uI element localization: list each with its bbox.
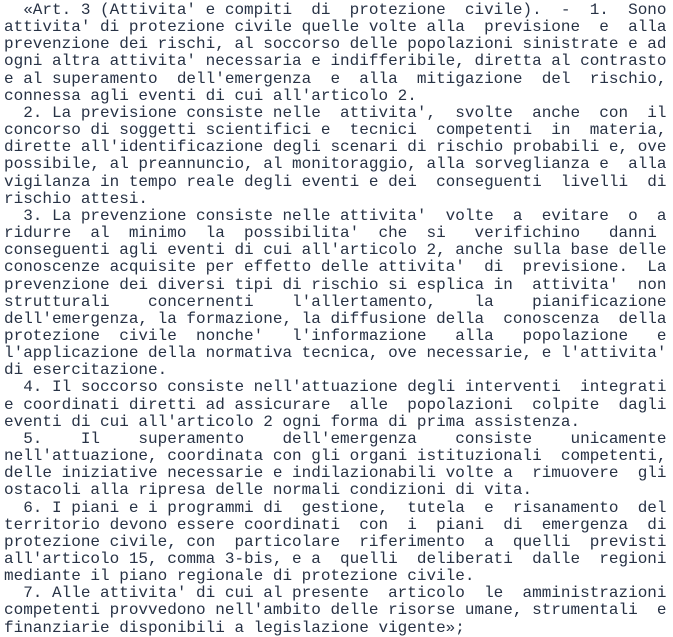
text-line: e al superamento dell'emergenza e alla mitigazione del rischio, [4, 69, 667, 88]
text-line: 5. Il superamento dell'emergenza consiste unicamente [4, 429, 667, 448]
text-line: protezione civile nonche' l'informazione alla popolazione e [4, 326, 667, 345]
text-line: eventi di cui all'articolo 2 ogni forma di prima assistenza. [4, 412, 581, 431]
text-line: ogni altra attivita' necessaria e indifferibile, diretta al contrasto [4, 52, 667, 71]
text-line: possibile, al preannuncio, al monitoraggio, alla sorveglianza e alla [4, 155, 667, 174]
text-line: dirette all'identificazione degli scenari di rischio probabili e, ove [4, 138, 667, 157]
text-line: conseguenti agli eventi di cui all'articolo 2, anche sulla base delle [4, 241, 667, 260]
text-line: prevenzione dei rischi, al soccorso delle popolazioni sinistrate e ad [4, 35, 667, 54]
text-line: prevenzione dei diversi tipi di rischio si esplica in attivita' non [4, 275, 667, 294]
text-line: connessa agli eventi di cui all'articolo 2. [4, 86, 417, 105]
text-line: territorio devono essere coordinati con i piani di emergenza di [4, 515, 667, 534]
text-line: 4. Il soccorso consiste nell'attuazione degli interventi integrati [4, 378, 667, 397]
text-line: 7. Alle attivita' di cui al presente articolo le amministrazioni [4, 584, 667, 603]
text-line: di esercitazione. [4, 361, 168, 380]
text-line: nell'attuazione, coordinata con gli organi istituzionali competenti, [4, 447, 667, 466]
text-line: ostacoli alla ripresa delle normali condizioni di vita. [4, 481, 533, 500]
text-line: l'applicazione della normativa tecnica, ove necessarie, e l'attivita' [4, 344, 667, 363]
text-line: vigilanza in tempo reale degli eventi e dei conseguenti livelli di [4, 172, 667, 191]
text-line: mediante il piano regionale di protezione civile. [4, 567, 475, 586]
text-line: strutturali concernenti l'allertamento, la pianificazione [4, 292, 667, 311]
text-line: 6. I piani e i programmi di gestione, tutela e risanamento del [4, 498, 667, 517]
text-line: «Art. 3 (Attivita' e compiti di protezione civile). - 1. Sono [4, 1, 667, 19]
text-line: finanziarie disponibili a legislazione vigente»; [4, 618, 465, 637]
legal-text-body [4, 2, 673, 637]
text-line: conoscenze acquisite per effetto delle attivita' di previsione. La [4, 258, 667, 277]
text-line: protezione civile, con particolare riferimento a quelli previsti [4, 532, 667, 551]
text-line: concorso di soggetti scientifici e tecnici competenti in materia, [4, 121, 667, 140]
text-line: 3. La prevenzione consiste nelle attivita' volte a evitare o a [4, 206, 667, 225]
text-line: dell'emergenza, la formazione, la diffusione della conoscenza della [4, 309, 667, 328]
text-line: delle iniziative necessarie e indilazionabili volte a rimuovere gli [4, 464, 667, 483]
text-line: all'articolo 15, comma 3-bis, e a quelli deliberati dalle regioni [4, 550, 667, 568]
text-line: attivita' di protezione civile quelle volte alla previsione e alla [4, 18, 667, 37]
text-line: ridurre al minimo la possibilita' che si verifichino danni [4, 224, 657, 243]
text-line: 2. La previsione consiste nelle attivita', svolte anche con il [4, 103, 667, 122]
text-line: e coordinati diretti ad assicurare alle popolazioni colpite dagli [4, 395, 667, 414]
text-line: competenti provvedono nell'ambito delle risorse umane, strumentali e [4, 601, 667, 620]
text-line: rischio attesi. [4, 189, 149, 208]
